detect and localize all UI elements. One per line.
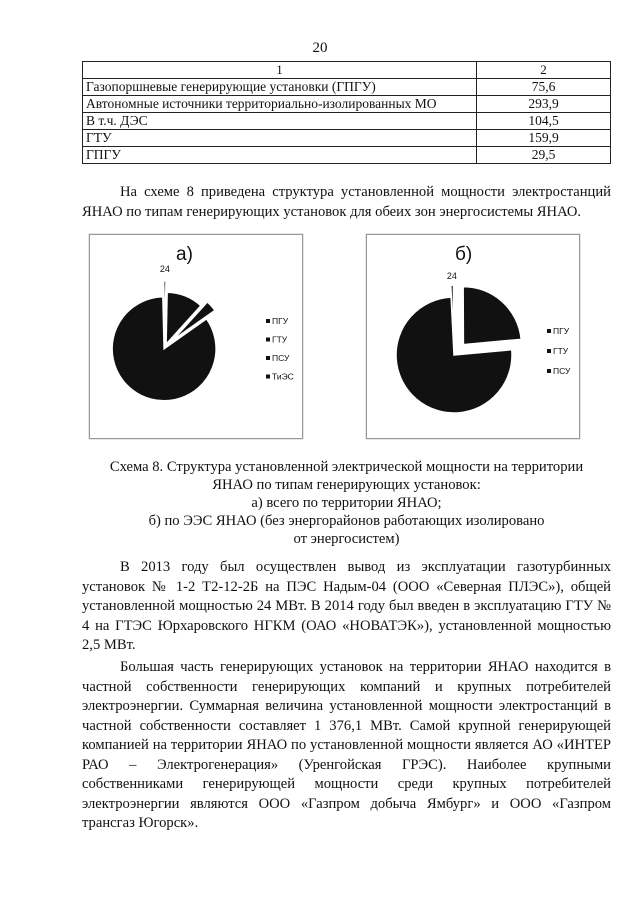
legend-swatch bbox=[547, 349, 551, 353]
table-row bbox=[83, 147, 611, 164]
pie-slice-ГТУ bbox=[463, 287, 521, 345]
legend-swatch bbox=[266, 356, 270, 360]
chart-b-title: б) bbox=[455, 244, 473, 265]
table-cell-label: Газопоршневые генерирующие установки (ГПГУ) bbox=[83, 79, 477, 96]
caption-line: б) по ЭЭС ЯНАО (без энергорайонов работающих изолировано bbox=[148, 513, 545, 529]
table-header-cell: 1 bbox=[83, 62, 477, 79]
table-row bbox=[83, 96, 611, 113]
intro-paragraph-text: На схеме 8 приведена структура установленной мощности электростанций ЯНАО по типам генерирующих установок для обеих зон энергосистемы ЯНАО. bbox=[82, 184, 611, 220]
pie-data-label: 24 bbox=[446, 271, 457, 282]
paragraph-2-text: В 2013 году был осуществлен вывод из эксплуатации газотурбинных установок № 1-2 Т2-12-2Б на ПЭС Надым-04 (ООО «Северная ПЛЭС»), общей установленной мощностью 24 МВт. В 2014 году был введен в эксплуатацию ГТУ № 4 на ГТЭС Юрхаровского НГКМ (ОАО «НОВАТЭК»), установленной мощностью 2,5 МВт. bbox=[82, 559, 611, 653]
chart-a-legend bbox=[266, 316, 294, 382]
table-cell-label: Автономные источники территориально-изолированных МО bbox=[83, 96, 477, 113]
pie-slice-ТиЭС bbox=[164, 281, 166, 333]
table-cell-label: ГТУ bbox=[83, 130, 477, 147]
caption-line: а) всего по территории ЯНАО; bbox=[251, 495, 442, 511]
legend-label: ГТУ bbox=[553, 346, 569, 356]
table-row bbox=[83, 130, 611, 147]
legend-swatch bbox=[547, 329, 551, 333]
caption-line: Схема 8. Структура установленной электрической мощности на территории bbox=[109, 459, 584, 475]
chart-b-svg bbox=[367, 235, 579, 438]
legend-label: ПСУ bbox=[553, 366, 571, 376]
table-cell-value: 75,6 bbox=[477, 79, 611, 96]
table-row bbox=[83, 79, 611, 96]
chart-b-pie bbox=[396, 271, 521, 413]
chart-a-svg bbox=[90, 235, 302, 438]
table-cell-value: 29,5 bbox=[477, 147, 611, 164]
paragraph-3-text: Большая часть генерирующих установок на территории ЯНАО находится в частной собственности генерирующих компаний и крупных потребителей электроэнергии. Суммарная величина установленной мощности электростанций в частной собственности составляет 1 376,1 МВт. Самой крупной генерирующей компанией на территории ЯНАО по установленной мощности является АО «ИНТЕР РАО – Электрогенерация» (Уренгойская ГРЭС). Наиболее крупными собственниками генерирующей мощности среди крупных потребителей электроэнергии являются ООО «Газпром добыча Ямбург» и ООО «Газпром трансгаз Югорск». bbox=[82, 659, 611, 831]
intro-paragraph bbox=[82, 183, 611, 222]
table-header-row bbox=[83, 62, 611, 79]
table-cell-label: В т.ч. ДЭС bbox=[83, 113, 477, 130]
caption-line: от энергосистем) bbox=[293, 531, 400, 547]
table-cell-value: 293,9 bbox=[477, 96, 611, 113]
chart-a-pie bbox=[112, 264, 216, 401]
legend-swatch bbox=[266, 319, 270, 323]
legend-swatch bbox=[266, 375, 270, 379]
legend-label: ПГУ bbox=[553, 326, 570, 336]
table-cell-label: ГПГУ bbox=[83, 147, 477, 164]
chart-a-title: а) bbox=[176, 244, 193, 265]
figure-caption bbox=[82, 458, 611, 548]
legend-swatch bbox=[266, 338, 270, 342]
legend-label: ГТУ bbox=[272, 334, 288, 345]
legend-swatch bbox=[547, 369, 551, 373]
chart-b-legend bbox=[547, 326, 571, 376]
table-cell-value: 104,5 bbox=[477, 113, 611, 130]
paragraph-2 bbox=[82, 558, 611, 656]
page-number: 20 bbox=[312, 40, 328, 56]
table-header-cell: 2 bbox=[477, 62, 611, 79]
paragraph-3 bbox=[82, 658, 611, 834]
table-row bbox=[83, 113, 611, 130]
chart-b bbox=[366, 234, 580, 439]
caption-line: ЯНАО по типам генерирующих установок: bbox=[212, 477, 481, 493]
legend-label: ПСУ bbox=[272, 353, 290, 363]
pie-data-label: 24 bbox=[159, 264, 170, 275]
legend-label: ПГУ bbox=[272, 316, 289, 326]
legend-label: ТиЭС bbox=[272, 371, 294, 382]
chart-a bbox=[89, 234, 303, 439]
capacity-table bbox=[82, 61, 611, 164]
table-cell-value: 159,9 bbox=[477, 130, 611, 147]
